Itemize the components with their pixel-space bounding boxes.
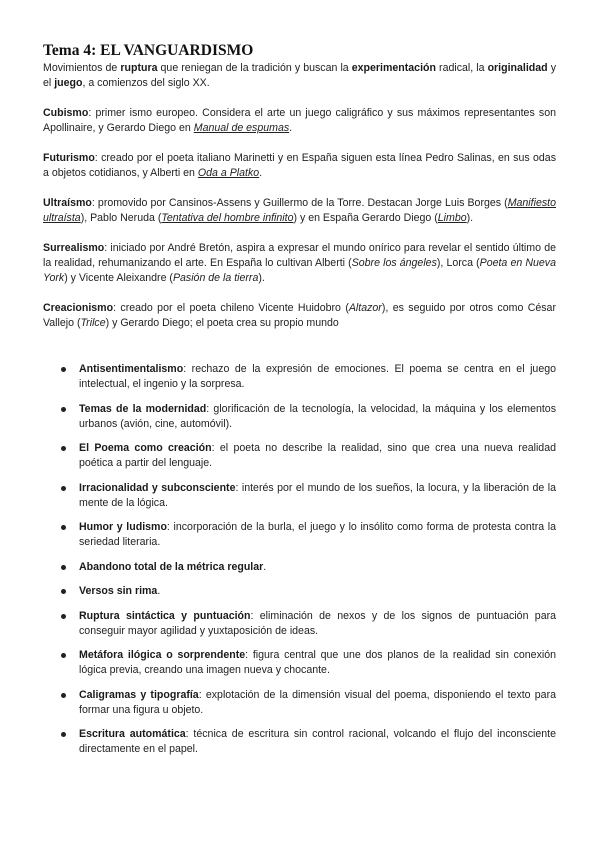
bullet-icon xyxy=(61,589,66,594)
work-title: Poeta en Nueva York xyxy=(43,257,556,284)
feature-term: Temas de la modernidad xyxy=(79,402,207,415)
work-title: Manual de espumas xyxy=(193,122,290,134)
feature-term: Antisentimentalismo xyxy=(79,363,184,375)
feature-term: Ruptura sintáctica y puntuación xyxy=(79,609,251,622)
movement-text: . xyxy=(259,167,263,179)
movement-text: : creado por el poeta italiano Marinetti y en España siguen esta línea Pedro Salinas, en sus odas a objetos cotidianos, y Alberti en xyxy=(43,152,556,179)
work-title: Tentativa del hombre infinito xyxy=(161,212,294,224)
feature-text: : glorificación de la tecnología, la velocidad, la máquina y los elementos urbanos (avión, cine, automóvil). xyxy=(79,402,556,430)
feature-term: Humor y ludismo xyxy=(79,521,167,533)
movement-name: Cubismo xyxy=(43,107,89,119)
movement-name: Ultraísmo xyxy=(43,197,92,209)
feature-text: : explotación de la dimensión visual del poema, disponiendo el texto para formar una figura u objeto. xyxy=(79,688,556,716)
work-title: Manifiesto ultraísta xyxy=(43,197,556,224)
list-item xyxy=(43,584,556,599)
list-item xyxy=(43,609,556,639)
feature-text: : interés por el mundo de los sueños, la locura, y la liberación de la mente de la lógica. xyxy=(79,481,556,509)
movement-text: ), Lorca ( xyxy=(436,257,480,269)
bullet-icon xyxy=(61,486,66,491)
bullet-icon xyxy=(61,614,66,619)
bullet-icon xyxy=(61,407,66,412)
feature-text: : figura central que une dos planos de la realidad sin conexión lógica previa, creando una imagen nueva y chocante. xyxy=(79,649,557,676)
document-page xyxy=(43,42,556,767)
movement-text: . xyxy=(289,122,293,134)
list-item xyxy=(43,688,556,718)
feature-term: El Poema como creación xyxy=(79,442,212,454)
intro-text: radical, la xyxy=(435,62,488,74)
section-cubismo xyxy=(43,106,556,136)
movement-text: ) y Vicente Aleixandre ( xyxy=(64,272,173,284)
keyword-experimentacion: experimentación xyxy=(351,62,436,74)
bullet-icon xyxy=(61,732,66,737)
list-item xyxy=(43,441,556,471)
list-item xyxy=(43,560,556,575)
list-item xyxy=(43,648,556,678)
intro-text: que reniegan de la tradición y buscan la xyxy=(157,62,352,74)
intro-paragraph xyxy=(43,61,556,91)
section-ultraismo xyxy=(43,196,556,226)
work-title: Oda a Platko xyxy=(197,167,260,179)
feature-text: : incorporación de la burla, el juego y lo insólito como forma de protesta contra la seriedad literaria. xyxy=(79,521,556,548)
feature-text: : el poeta no describe la realidad, sino que crea una nueva realidad poética a partir del lenguaje. xyxy=(79,442,556,469)
work-title: Sobre los ángeles xyxy=(351,257,437,269)
movement-name: Surrealismo xyxy=(43,242,105,254)
feature-term: Irracionalidad y subconsciente xyxy=(79,481,236,494)
list-item xyxy=(43,481,556,511)
movement-text: ). xyxy=(258,272,265,284)
work-title: Trilce xyxy=(80,317,106,329)
movement-text: : creado por el poeta chileno Vicente Huidobro ( xyxy=(113,302,349,314)
movement-name: Futurismo xyxy=(43,152,95,164)
feature-term: Metáfora ilógica o sorprendente xyxy=(79,649,246,661)
keyword-juego: juego xyxy=(54,77,83,89)
keyword-ruptura: ruptura xyxy=(120,62,158,74)
movement-text: ). xyxy=(466,212,474,224)
bullet-icon xyxy=(61,446,66,451)
bullet-icon xyxy=(61,367,66,372)
feature-text: : rechazo de la expresión de emociones. El poema se centra en el juego intelectual, el ingenio y la sorpresa. xyxy=(79,363,556,390)
feature-text: : eliminación de nexos y de los signos de puntuación para conseguir mayor agilidad y yuxtaposición de ideas. xyxy=(79,609,557,637)
list-item xyxy=(43,727,556,757)
section-futurismo xyxy=(43,151,556,181)
movement-name: Creacionismo xyxy=(43,302,114,314)
feature-text: . xyxy=(263,560,267,573)
intro-text: y el xyxy=(43,62,556,89)
bullet-icon xyxy=(61,565,66,570)
feature-term: Abandono total de la métrica regular xyxy=(79,560,264,573)
work-title: Altazor xyxy=(348,302,382,314)
section-surrealismo xyxy=(43,241,556,286)
list-item xyxy=(43,402,556,432)
movement-text: ), Pablo Neruda ( xyxy=(80,212,162,224)
intro-text: Movimientos de xyxy=(43,62,121,74)
bullet-icon xyxy=(61,693,66,698)
feature-term: Caligramas y tipografía xyxy=(79,688,199,701)
work-title: Limbo xyxy=(437,212,467,224)
intro-text: , a comienzos del siglo XX. xyxy=(82,77,210,89)
features-list xyxy=(43,362,556,757)
movement-text: ) y Gerardo Diego; el poeta crea su propio mundo xyxy=(105,317,339,329)
page-title: Tema 4: EL VANGUARDISMO xyxy=(43,42,254,59)
keyword-originalidad: originalidad xyxy=(487,62,548,74)
section-creacionismo xyxy=(43,301,556,331)
feature-term: Escritura automática xyxy=(79,728,186,740)
list-item xyxy=(43,520,556,550)
bullet-icon xyxy=(61,653,66,658)
feature-text: : técnica de escritura sin control racional, volcando el flujo del inconsciente directamente en el papel. xyxy=(79,728,556,755)
movement-text: : promovido por Cansinos-Assens y Guillermo de la Torre. Destacan Jorge Luis Borges ( xyxy=(91,197,508,209)
work-title: Pasión de la tierra xyxy=(172,272,259,284)
bullet-icon xyxy=(61,525,66,530)
list-item xyxy=(43,362,556,392)
movement-text: : primer ismo europeo. Considera el arte un juego caligráfico y sus máximos representantes son Apollinaire, y Gerardo Diego en xyxy=(43,107,556,134)
feature-text: . xyxy=(157,585,161,597)
movement-text: ) y en España Gerardo Diego ( xyxy=(293,212,438,224)
feature-term: Versos sin rima xyxy=(79,585,158,597)
movement-text: : iniciado por André Bretón, aspira a expresar el mundo onírico para revelar el sentido último de la realidad, rehumanizando el arte. En España lo cultivan Alberti ( xyxy=(43,242,556,269)
movement-text: ), es seguido por otros como César Vallejo ( xyxy=(43,302,556,329)
